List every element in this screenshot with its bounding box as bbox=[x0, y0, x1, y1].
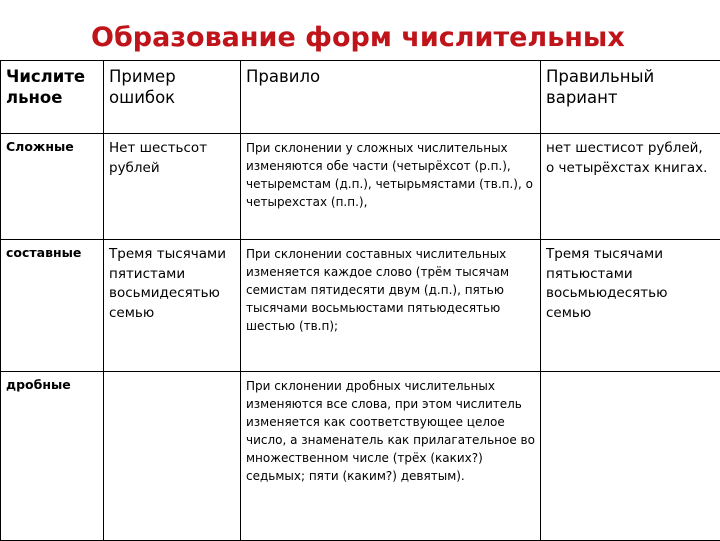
header-row bbox=[1, 61, 720, 134]
table-row bbox=[1, 240, 720, 372]
row-rule-text: При склонении у сложных числительных изменяются обе части (четырёхсот (р.п.), четыремстам (д.п.), четырьмястами (тв.п.), о четырехстах (п.п.), bbox=[241, 134, 541, 240]
table-row bbox=[1, 134, 720, 240]
slide-title: Образование форм числительных bbox=[0, 22, 720, 53]
numerals-table bbox=[0, 60, 720, 541]
header-errors: Пример ошибок bbox=[104, 61, 241, 134]
row-rule-text: При склонении дробных числительных изменяются все слова, при этом числитель изменяется как соответствующее целое число, а знаменатель как прилагательное во множественном числе (трёх (каких?) седьмых; пяти (каким?) девятым). bbox=[241, 372, 541, 541]
row-type-complex: Сложные bbox=[1, 134, 104, 240]
row-correct-variant: Тремя тысячами пятьюстами восьмьюдесятью семью bbox=[541, 240, 720, 372]
row-correct-variant: нет шестисот рублей, о четырёхстах книгах. bbox=[541, 134, 720, 240]
row-type-fractional: дробные bbox=[1, 372, 104, 541]
header-numeral: Числите льное bbox=[1, 61, 104, 134]
row-error-example: Тремя тысячами пятистами восьмидесятью семью bbox=[104, 240, 241, 372]
table-row bbox=[1, 372, 720, 541]
row-error-example: Нет шестьсот рублей bbox=[104, 134, 241, 240]
row-rule-text: При склонении составных числительных изменяется каждое слово (трём тысячам семистам пятидесяти двум (д.п.), пятью тысячами восьмьюстами пятьюдесятью шестью (тв.п); bbox=[241, 240, 541, 372]
header-rule: Правило bbox=[241, 61, 541, 134]
row-error-example bbox=[104, 372, 241, 541]
header-correct: Правильный вариант bbox=[541, 61, 720, 134]
row-type-compound: составные bbox=[1, 240, 104, 372]
row-correct-variant bbox=[541, 372, 720, 541]
